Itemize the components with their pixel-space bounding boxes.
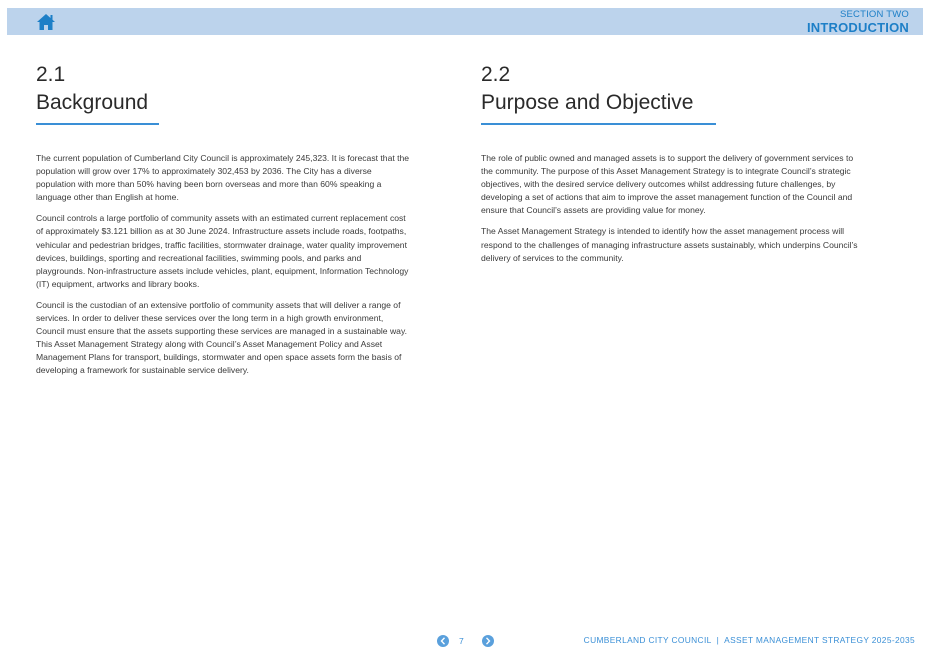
purpose-section [481,62,861,273]
home-button[interactable] [36,13,56,31]
chevron-right-icon [485,637,491,645]
footer-organisation: CUMBERLAND CITY COUNCIL [583,635,712,645]
section-body [481,152,861,265]
section-heading: Background [36,91,149,114]
footer-title [584,634,915,646]
heading-underline [481,123,716,125]
heading-underline [36,123,159,125]
header-bar [7,8,923,35]
section-title: INTRODUCTION [806,19,909,35]
footer-separator: | [716,635,720,645]
section-number: 2.1 [36,63,66,86]
paragraph: Council is the custodian of an extensive portfolio of community assets that will deliver a range of services. In order to deliver these services over the long term in a high growth environment, Council must ensure that the assets supporting these services are managed in a sustainable way. This Asset Management Strategy along with Council’s Asset Management Policy and Asset Management Plans for transport, buildings, stormwater and open space assets form the basis of developing a framework for sustainable service delivery. [36,299,408,376]
paragraph: The current population of Cumberland City Council is approximately 245,323. It is forecast that the population will grow over 17% to approximately 302,453 by 2036. The City has a diverse population with more than 50% having been born overseas and more than 60% speaking a language other than English at home. [36,153,410,203]
section-eyebrow: SECTION TWO [839,9,909,20]
section-label [807,10,909,34]
home-icon [36,13,56,31]
page-number: 7 [459,636,464,646]
footer-document-title: ASSET MANAGEMENT STRATEGY 2025-2035 [724,635,915,645]
previous-page-button[interactable] [437,635,449,647]
paragraph: Council controls a large portfolio of community assets with an estimated current replacement cost of approximately $3.121 billion as at 30 June 2024. Infrastructure assets include roads, footpaths, vehicular and pedestrian bridges, traffic facilities, stormwater drainage, water quality improvement devices, buildings, sporting and recreational facilities, swimming pools, and parks and playgrounds. Non-infrastructure assets include vehicles, plant, equipment, Information Technology (IT) equipment, artworks and library books. [36,213,409,289]
section-number: 2.2 [481,63,511,86]
paragraph: The Asset Management Strategy is intended to identify how the asset management process will respond to the challenges of managing infrastructure assets sustainably, which underpins Council’s delivery of services to the community. [481,226,858,263]
next-page-button[interactable] [482,635,494,647]
chevron-left-icon [440,637,446,645]
section-body [36,152,411,378]
background-section [36,62,411,386]
section-heading: Purpose and Objective [481,91,694,114]
paragraph: The role of public owned and managed assets is to support the delivery of government services to the community. The purpose of this Asset Management Strategy is to integrate Council’s strategic objectives, with the desired service delivery outcomes whilst addressing future challenges, by developing a set of actions that aim to improve the asset management function of the Council and ensure that Council’s assets are providing value for money. [481,153,854,216]
